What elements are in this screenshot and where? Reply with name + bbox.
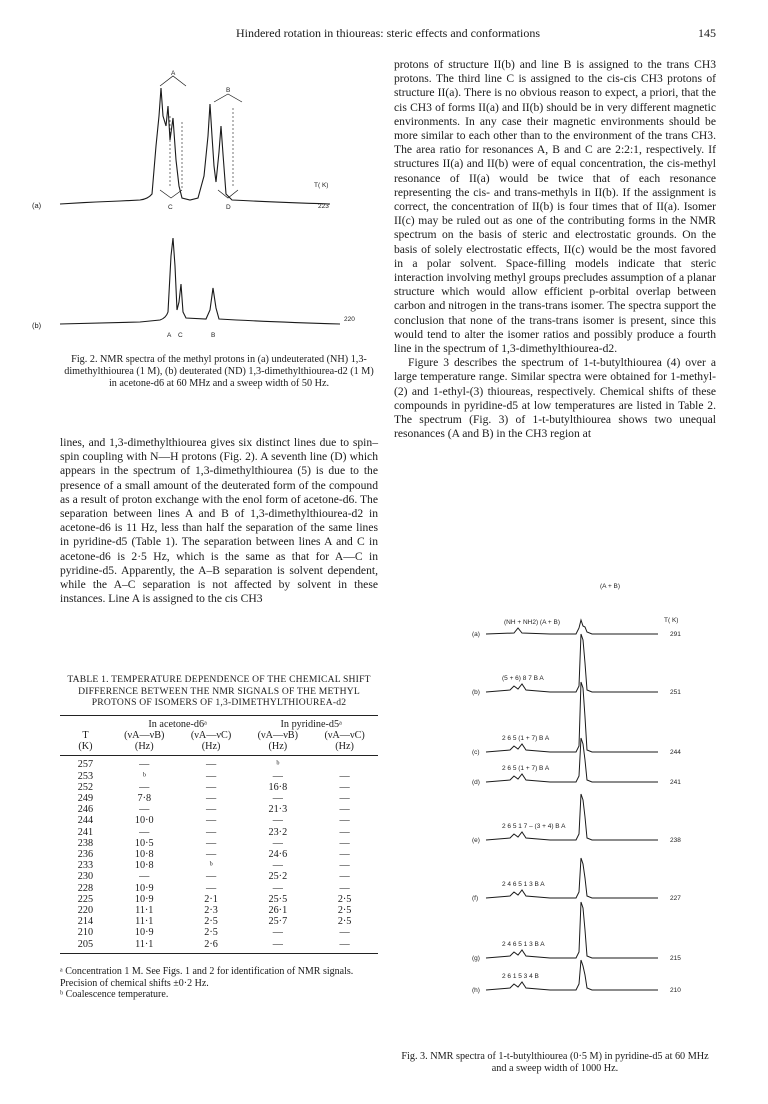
table-cell: 214	[77, 916, 94, 928]
table-cell: 205	[77, 938, 94, 950]
table-cell: —	[205, 826, 217, 838]
table-cell: ᵇ	[209, 860, 213, 872]
figure-3-caption	[394, 1051, 716, 1075]
table-cell: 2·1	[204, 893, 218, 905]
table-cell: 11·1	[135, 916, 154, 928]
fig3-trace	[486, 858, 658, 898]
table-unit-header: (K)	[78, 741, 93, 753]
table-cell: 225	[77, 893, 94, 905]
table-cell: —	[339, 882, 350, 894]
table-cell: 11·1	[135, 938, 154, 950]
table-cell: —	[339, 860, 350, 872]
table-cell: —	[339, 837, 350, 849]
table-cell: 228	[77, 882, 94, 894]
right-column-text	[394, 58, 716, 441]
table-cell: 252	[77, 781, 94, 793]
fig3-panel-label: (f)	[472, 895, 479, 902]
left-column-text	[60, 436, 378, 606]
table-cell: —	[205, 793, 217, 804]
table-cell: —	[139, 826, 150, 838]
table-cell: —	[139, 871, 150, 883]
table-cell: —	[139, 759, 150, 771]
table-cell: —	[205, 837, 217, 849]
fig3-panel-temp: 244	[670, 749, 681, 756]
table-row	[60, 827, 378, 838]
table-1-grid	[60, 715, 378, 950]
fig2-temp-header: T( K)	[314, 182, 329, 189]
table-cell: —	[272, 860, 283, 872]
fig3-panel-label: (e)	[472, 837, 480, 844]
table-cell: 25·7	[268, 916, 288, 928]
fig3-panel-annotations: 2 6 1 5 3 4 B	[502, 973, 539, 980]
table-cell: 2·5	[337, 905, 352, 917]
table-cell: —	[205, 871, 217, 883]
table-cell: 2·5	[337, 893, 352, 905]
table-cell: 10·9	[134, 893, 154, 905]
table-cell: 10·9	[134, 882, 154, 894]
fig2-panel-a-temp: 223	[318, 203, 329, 210]
fig3-panel-annotations: 2 6 5 (1 + 7) B A	[502, 765, 550, 772]
table-row	[60, 793, 378, 804]
fig3-panel-temp: 241	[670, 779, 681, 786]
table-cell: 23·2	[268, 826, 288, 838]
table-cell: 25·5	[268, 893, 288, 905]
table-cell: 11·1	[135, 905, 154, 917]
figure-3	[472, 582, 716, 1052]
table-note-b: ᵇ Coalescence temperature.	[60, 989, 169, 1001]
table-cell: —	[339, 927, 350, 939]
table-cell: —	[339, 938, 350, 950]
table-1-body	[60, 756, 378, 950]
table-cell: —	[205, 781, 217, 793]
table-cell: 210	[77, 927, 94, 939]
fig3-panel-annotations: 2 4 6 5 1 3 B A	[502, 881, 545, 888]
fig3-panel-annotations: (NH + NH2) (A + B)	[504, 619, 560, 626]
figure-2-caption-prefix: Fig. 2.	[71, 354, 98, 365]
table-row	[60, 815, 378, 826]
table-cell	[311, 756, 378, 771]
fig3-panel-annotations: 2 6 5 (1 + 7) B A	[502, 735, 550, 742]
fig3-trace	[486, 794, 658, 840]
table-row	[60, 939, 378, 950]
fig2-panel-a-trace	[60, 88, 330, 204]
fig2-peak-A: A	[171, 70, 176, 77]
table-col-header: T	[82, 729, 89, 741]
fig3-panel-temp: 251	[670, 689, 681, 696]
right-paragraph-1: protons of structure II(b) and line B is assigned to the trans CH3 protons. The third line C is assigned to the cis-cis CH3 protons of structure II(a). There is no obvious reason to expect, a priori, that the cis CH3 of forms II(a) and II(b) should be in very different magnetic environments. In any case their magnetic environments should be more similar to each other than to the environment of the trans CH3. The area ratio for resonances A, B and C are 2:2:1, respectively. If structures II(a) and II(b) were of equal concentration, the cis-methyl resonance of II(a) would be twice that of each resonance representing the cis- and trans-methyls in II(b). If the assignment is correct, the concentration of II(b) is four times that of II(a). Isomer II(c) may be ruled out as one of the contributing forms in the NMR spectrum on the basis of steric and electrostatic grounds. On the basis of solely electrostatic effects, II(c) would be the most favored in a polar solvent. Space-filling models indicate that steric interaction involving methyl groups precludes assumption of a planar structure which would allow efficient p-orbital overlap between carbon and nitrogen in the trans-trans isomer. The spectra support the conclusion that none of the trans-trans isomer is present, since this would tend to alter the isomer ratios and possibly produce a fourth line in the spectrum of 1,3-dimethylthiourea-d2.	[394, 58, 716, 356]
fig3-panel-label: (g)	[472, 955, 480, 962]
table-cell: 241	[77, 826, 94, 838]
figure-3-spectra	[472, 582, 716, 1052]
table-note-a: ᵃ Concentration 1 M. See Figs. 1 and 2 for identification of NMR signals. Precision of chemical shifts ±0·2 Hz.	[60, 965, 354, 989]
table-cell: —	[272, 793, 283, 804]
table-cell: —	[339, 781, 350, 793]
fig2-panel-b-temp: 220	[344, 316, 355, 323]
fig3-trace	[486, 738, 658, 782]
left-paragraph-1: lines, and 1,3-dimethylthiourea gives six distinct lines due to spin–spin coupling with N—H protons (Fig. 2). A seventh line (D) which appears in the spectrum of 1,3-dimethylthiourea (5) is due to the presence of a small amount of the deuterated form of the compound as a result of proton exchange with the enol form of acetone-d6. The separation between lines A and B of 1,3-dimethylthiourea-d2 in acetone-d6 is 11 Hz, less than half the separation of the same lines in pyridine-d5 (Table 1). The separation between lines A and C in acetone-d6 is 2·5 Hz, which is the same as that for A—C in pyridine-d5. Apparently, the A–B separation is solvent dependent, while the A–C separation is not affected by solvent in these instances. Line A is assigned to the cis CH3	[60, 436, 378, 606]
table-cell: 21·3	[268, 804, 288, 816]
table-cell: —	[139, 804, 150, 816]
fig2-peak-B: B	[226, 87, 231, 94]
fig2-b-peak-A: A	[167, 332, 172, 339]
table-cell: —	[272, 770, 283, 782]
table-row	[60, 782, 378, 793]
fig2-peak-C: C	[168, 204, 173, 211]
table-cell: 238	[77, 837, 94, 849]
table-cell: 26·1	[268, 905, 288, 917]
table-cell: —	[205, 849, 217, 861]
table-cell: 10·8	[134, 849, 154, 861]
table-cell: 10·5	[134, 837, 154, 849]
fig3-panel-label: (b)	[472, 689, 480, 696]
table-cell: 10·0	[134, 815, 154, 827]
figure-3-caption-prefix: Fig. 3.	[401, 1051, 428, 1062]
table-cell: ᵇ	[276, 759, 280, 771]
fig3-panel-temp: 291	[670, 631, 681, 638]
table-col-header: (νA—νB)	[124, 729, 165, 741]
table-cell: 220	[77, 905, 94, 917]
fig2-peak-D: D	[226, 204, 231, 211]
table-cell: 2·5	[204, 916, 218, 928]
table-unit-header: (Hz)	[268, 741, 288, 753]
table-1	[60, 674, 378, 1001]
table-1-caption: TABLE 1. TEMPERATURE DEPENDENCE OF THE CHEMICAL SHIFT DIFFERENCE BETWEEN THE NMR SIGNALS OF THE METHYL PROTONS OF ISOMERS OF 1,3-DIMETHYLTHIOUREA-d2	[67, 674, 371, 709]
table-cell: —	[272, 837, 283, 849]
table-row	[60, 905, 378, 916]
fig3-panel-annotations: (5 + 6) 8 7 B A	[502, 675, 544, 682]
table-cell: 24·6	[268, 849, 288, 861]
page-number: 145	[698, 26, 716, 40]
table-cell: ᵇ	[142, 770, 146, 782]
table-cell: —	[139, 781, 150, 793]
fig3-top-label: (A + B)	[600, 583, 621, 590]
table-bottom-rule	[60, 953, 378, 954]
table-cell: 2·3	[204, 905, 218, 917]
table-cell: 244	[77, 815, 94, 827]
table-row	[60, 804, 378, 815]
table-row	[60, 871, 378, 882]
fig3-panel-temp: 215	[670, 955, 681, 962]
fig2-bracket-D	[218, 190, 238, 198]
table-row	[60, 838, 378, 849]
table-col-header: (νA—νC)	[190, 729, 232, 741]
running-header	[60, 26, 716, 42]
table-cell: —	[339, 804, 350, 816]
fig2-bracket-C	[160, 190, 182, 198]
fig3-panel-label: (a)	[472, 631, 480, 638]
table-cell: 2·6	[204, 938, 218, 950]
table-cell: —	[339, 793, 350, 804]
table-row	[60, 756, 378, 771]
fig3-panel-temp: 210	[670, 987, 681, 994]
table-row	[60, 849, 378, 860]
fig3-panel-label: (h)	[472, 987, 480, 994]
table-col-header: (νA—νC)	[324, 729, 365, 741]
table-cell: 10·8	[134, 860, 154, 872]
table-cell: —	[272, 938, 283, 950]
fig2-panel-b-label: (b)	[32, 321, 42, 330]
table-row	[60, 927, 378, 938]
table-cell: —	[272, 882, 283, 894]
figure-2-spectra	[30, 56, 360, 346]
right-paragraph-2: Figure 3 describes the spectrum of 1-t-butylthiourea (4) over a large temperature range. Similar spectra were obtained for 1-methyl-(2) and 1-ethyl-(3) thioureas, respectively. Chemical shifts of these compounds in pyridine-d5 at low temperatures are listed in Table 2. The spectrum (Fig. 3) of 1-t-butylthiourea shows two unequal resonances (A and B) in the CH3 region at	[394, 356, 716, 441]
table-cell: —	[205, 770, 217, 782]
running-title: Hindered rotation in thioureas: steric effects and conformations	[235, 26, 540, 40]
fig3-temp-header: T( K)	[664, 617, 679, 624]
table-cell: 236	[77, 849, 94, 861]
table-cell: —	[339, 871, 350, 883]
table-cell: 233	[77, 860, 94, 872]
table-cell: 25·2	[268, 871, 288, 883]
table-cell: 16·8	[268, 781, 288, 793]
fig2-panel-b-trace	[60, 238, 340, 324]
fig2-bracket-B	[214, 94, 242, 102]
table-cell: —	[339, 849, 350, 861]
table-1-notes	[60, 966, 378, 1001]
table-unit-header: (Hz)	[201, 741, 221, 753]
figure-2-caption	[60, 354, 378, 391]
table-unit-header: (Hz)	[134, 741, 154, 753]
table-group-pyridine: In pyridine-d5ᵃ	[280, 718, 342, 730]
fig3-trace	[486, 634, 658, 692]
table-cell: —	[339, 770, 350, 782]
table-row	[60, 771, 378, 782]
table-cell: —	[205, 804, 217, 816]
fig3-panel-label: (c)	[472, 749, 480, 756]
table-cell: 10·9	[134, 927, 154, 939]
table-cell: —	[272, 927, 283, 939]
table-cell: —	[272, 815, 283, 827]
fig2-panel-a-label: (a)	[32, 201, 42, 210]
table-cell: 230	[77, 871, 94, 883]
table-unit-header: (Hz)	[335, 741, 354, 753]
fig2-b-peak-C: C	[178, 332, 183, 339]
table-row	[60, 860, 378, 871]
fig3-panel-label: (d)	[472, 779, 480, 786]
table-cell: 257	[77, 759, 94, 771]
fig3-panel-annotations: 2 4 6 5 1 3 B A	[502, 941, 545, 948]
table-col-header: (νA—νB)	[257, 729, 298, 741]
fig3-panel-temp: 227	[670, 895, 681, 902]
fig2-b-peak-B: B	[211, 332, 216, 339]
figure-2	[30, 56, 360, 346]
table-cell: 7·8	[137, 793, 152, 804]
table-row	[60, 916, 378, 927]
fig3-trace	[486, 902, 658, 958]
fig3-panel-temp: 238	[670, 837, 681, 844]
table-cell: —	[339, 815, 350, 827]
table-cell: 249	[77, 793, 94, 804]
figure-2-caption-text: NMR spectra of the methyl protons in (a) undeuterated (NH) 1,3-dimethylthiourea (1 M), (b) deuterated (ND) 1,3-dimethylthiourea-d2 (1 M) in acetone-d6 at 60 MHz and a sweep width of 50 Hz.	[64, 354, 374, 390]
table-group-acetone: In acetone-d6ᵃ	[148, 718, 207, 730]
table-cell: 253	[77, 770, 94, 782]
table-row	[60, 883, 378, 894]
figure-3-caption-text: NMR spectra of 1-t-butylthiourea (0·5 M) in pyridine-d5 at 60 MHz and a sweep width of 1000 Hz.	[430, 1051, 709, 1075]
table-cell: 2·5	[204, 927, 218, 939]
table-cell: 246	[77, 804, 94, 816]
table-cell: —	[205, 882, 217, 894]
fig2-bracket-A	[160, 76, 186, 86]
table-cell: —	[205, 815, 217, 827]
table-cell: —	[339, 826, 350, 838]
table-row	[60, 894, 378, 905]
table-cell: —	[205, 759, 217, 771]
table-cell: 2·5	[337, 916, 352, 928]
fig3-panel-annotations: 2 6 5 1 7 – (3 + 4) B A	[502, 823, 566, 830]
